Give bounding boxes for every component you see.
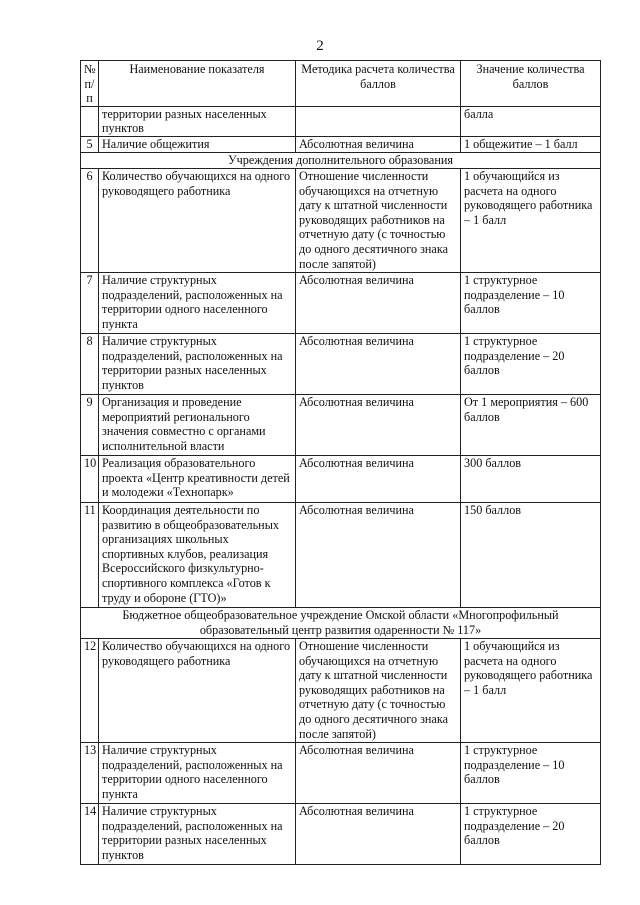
row-num: 8	[81, 333, 99, 394]
row-num: 7	[81, 272, 99, 333]
table-row	[81, 742, 601, 803]
header-method: Методика расчета количества баллов	[296, 61, 461, 107]
row-name: Наличие структурных подразделений, расположенных на территории одного населенного пункта	[99, 272, 296, 333]
table-row	[81, 638, 601, 742]
row-name: территории разных населенных пунктов	[99, 106, 296, 136]
row-value: 150 баллов	[461, 502, 601, 607]
page-number: 2	[316, 38, 324, 54]
table-row	[81, 272, 601, 333]
row-value: 1 структурное подразделение – 20 баллов	[461, 333, 601, 394]
row-method: Отношение численности обучающихся на отчетную дату к штатной численности руководящих работников на отчетную дату (с точностью до одного десятичного знака после запятой)	[296, 638, 461, 742]
row-value: 1 обучающийся из расчета на одного руководящего работника – 1 балл	[461, 168, 601, 272]
row-num: 11	[81, 502, 99, 607]
row-name: Координация деятельности по развитию в общеобразовательных организациях школьных спортивных клубов, реализация Всероссийского физкультурно-спортивного комплекса «Готов к труду и обороне (ГТО)»	[99, 502, 296, 607]
row-value: балла	[461, 106, 601, 136]
indicators-table	[80, 60, 601, 865]
row-value: 1 структурное подразделение – 10 баллов	[461, 742, 601, 803]
table-row	[81, 502, 601, 607]
row-value: От 1 мероприятия – 600 баллов	[461, 394, 601, 455]
row-num	[81, 106, 99, 136]
row-name: Реализация образовательного проекта «Центр креативности детей и молодежи «Технопарк»	[99, 455, 296, 502]
header-name: Наименование показателя	[99, 61, 296, 107]
row-name: Наличие структурных подразделений, расположенных на территории разных населенных пунктов	[99, 333, 296, 394]
row-method	[296, 106, 461, 136]
row-value: 1 обучающийся из расчета на одного руководящего работника – 1 балл	[461, 638, 601, 742]
row-name: Наличие структурных подразделений, расположенных на территории разных населенных пунктов	[99, 803, 296, 864]
row-value: 1 общежитие – 1 балл	[461, 136, 601, 152]
section-row	[81, 152, 601, 168]
header-num: № п/п	[81, 61, 99, 107]
table-row	[81, 455, 601, 502]
header-value: Значение количества баллов	[461, 61, 601, 107]
row-name: Наличие структурных подразделений, расположенных на территории одного населенного пункта	[99, 742, 296, 803]
row-name: Наличие общежития	[99, 136, 296, 152]
row-name: Организация и проведение мероприятий регионального значения совместно с органами исполнительной власти	[99, 394, 296, 455]
table-row	[81, 394, 601, 455]
row-name: Количество обучающихся на одного руководящего работника	[99, 168, 296, 272]
row-value: 300 баллов	[461, 455, 601, 502]
row-method: Абсолютная величина	[296, 272, 461, 333]
row-num: 5	[81, 136, 99, 152]
table-row	[81, 168, 601, 272]
row-value: 1 структурное подразделение – 20 баллов	[461, 803, 601, 864]
table-header-row	[81, 61, 601, 107]
row-num: 14	[81, 803, 99, 864]
row-method: Отношение численности обучающихся на отчетную дату к штатной численности руководящих работников на отчетную дату (с точностью до одного десятичного знака после запятой)	[296, 168, 461, 272]
row-method: Абсолютная величина	[296, 803, 461, 864]
table-row	[81, 106, 601, 136]
section-title: Учреждения дополнительного образования	[81, 152, 601, 168]
row-method: Абсолютная величина	[296, 394, 461, 455]
row-num: 10	[81, 455, 99, 502]
row-method: Абсолютная величина	[296, 502, 461, 607]
table-row	[81, 803, 601, 864]
row-num: 13	[81, 742, 99, 803]
row-value: 1 структурное подразделение – 10 баллов	[461, 272, 601, 333]
row-num: 12	[81, 638, 99, 742]
row-method: Абсолютная величина	[296, 333, 461, 394]
row-method: Абсолютная величина	[296, 136, 461, 152]
table-row	[81, 333, 601, 394]
table-row	[81, 136, 601, 152]
row-method: Абсолютная величина	[296, 455, 461, 502]
section-row	[81, 607, 601, 638]
row-num: 6	[81, 168, 99, 272]
row-method: Абсолютная величина	[296, 742, 461, 803]
section-title: Бюджетное общеобразовательное учреждение Омской области «Многопрофильный образовательный центр развития одаренности № 117»	[81, 607, 601, 638]
row-num: 9	[81, 394, 99, 455]
row-name: Количество обучающихся на одного руководящего работника	[99, 638, 296, 742]
